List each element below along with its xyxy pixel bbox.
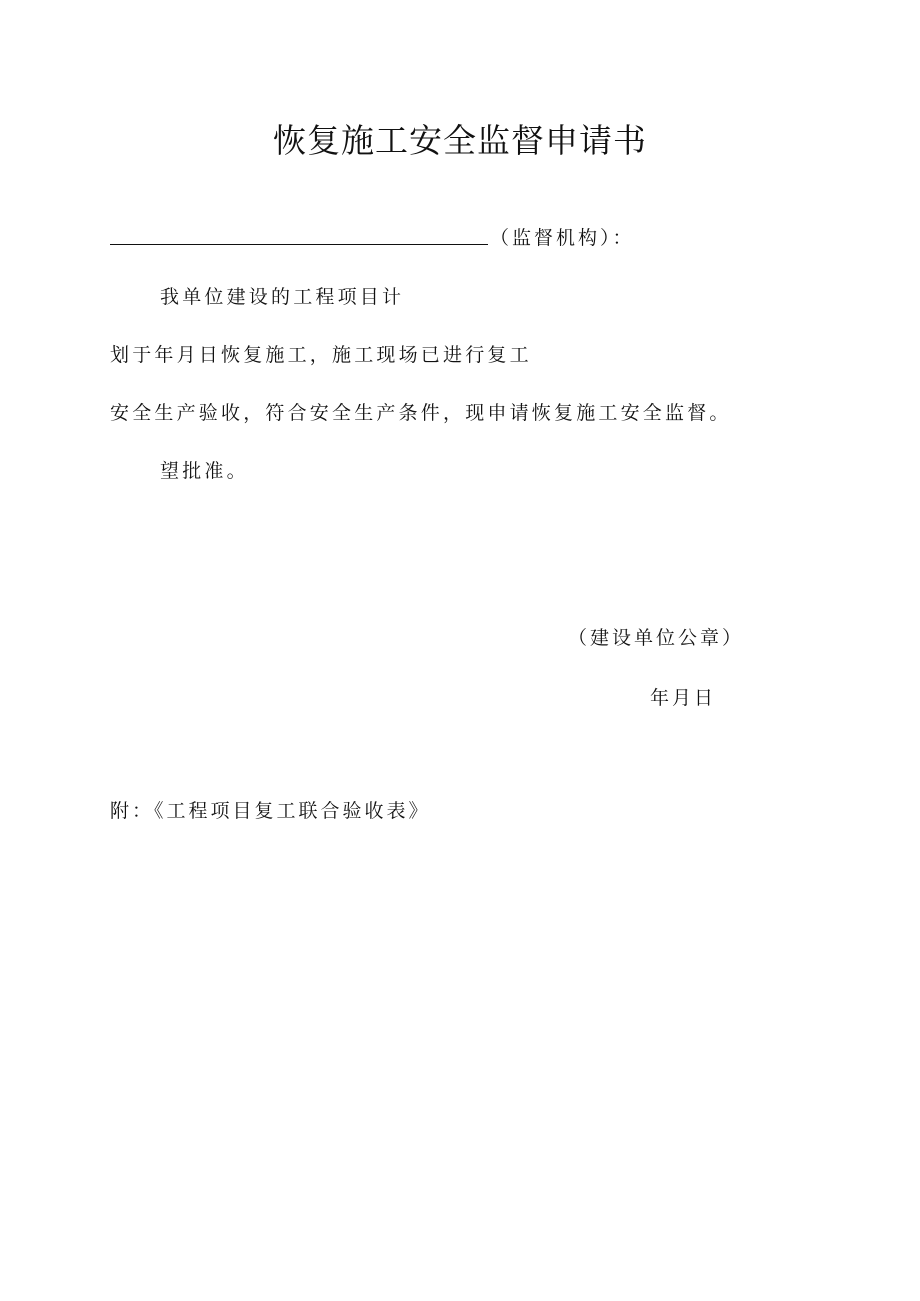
date-label: 年月日 — [650, 687, 717, 709]
seal-label: （建设单位公章） — [568, 627, 745, 649]
document-title: 恢复施工安全监督申请书 — [273, 121, 647, 160]
attachment-note: 附：《工程项目复工联合验收表》 — [110, 800, 431, 822]
body-line-4: 望批准。 — [160, 460, 249, 482]
body-line-1: 我单位建设的工程项目计 — [160, 286, 405, 308]
body-line-2: 划于年月日恢复施工，施工现场已进行复工 — [110, 344, 532, 366]
body-line-3: 安全生产验收，符合安全生产条件，现申请恢复施工安全监督。 — [110, 402, 732, 424]
addressee-blank-line — [110, 244, 488, 245]
addressee-label: （监督机构）： — [490, 227, 635, 249]
